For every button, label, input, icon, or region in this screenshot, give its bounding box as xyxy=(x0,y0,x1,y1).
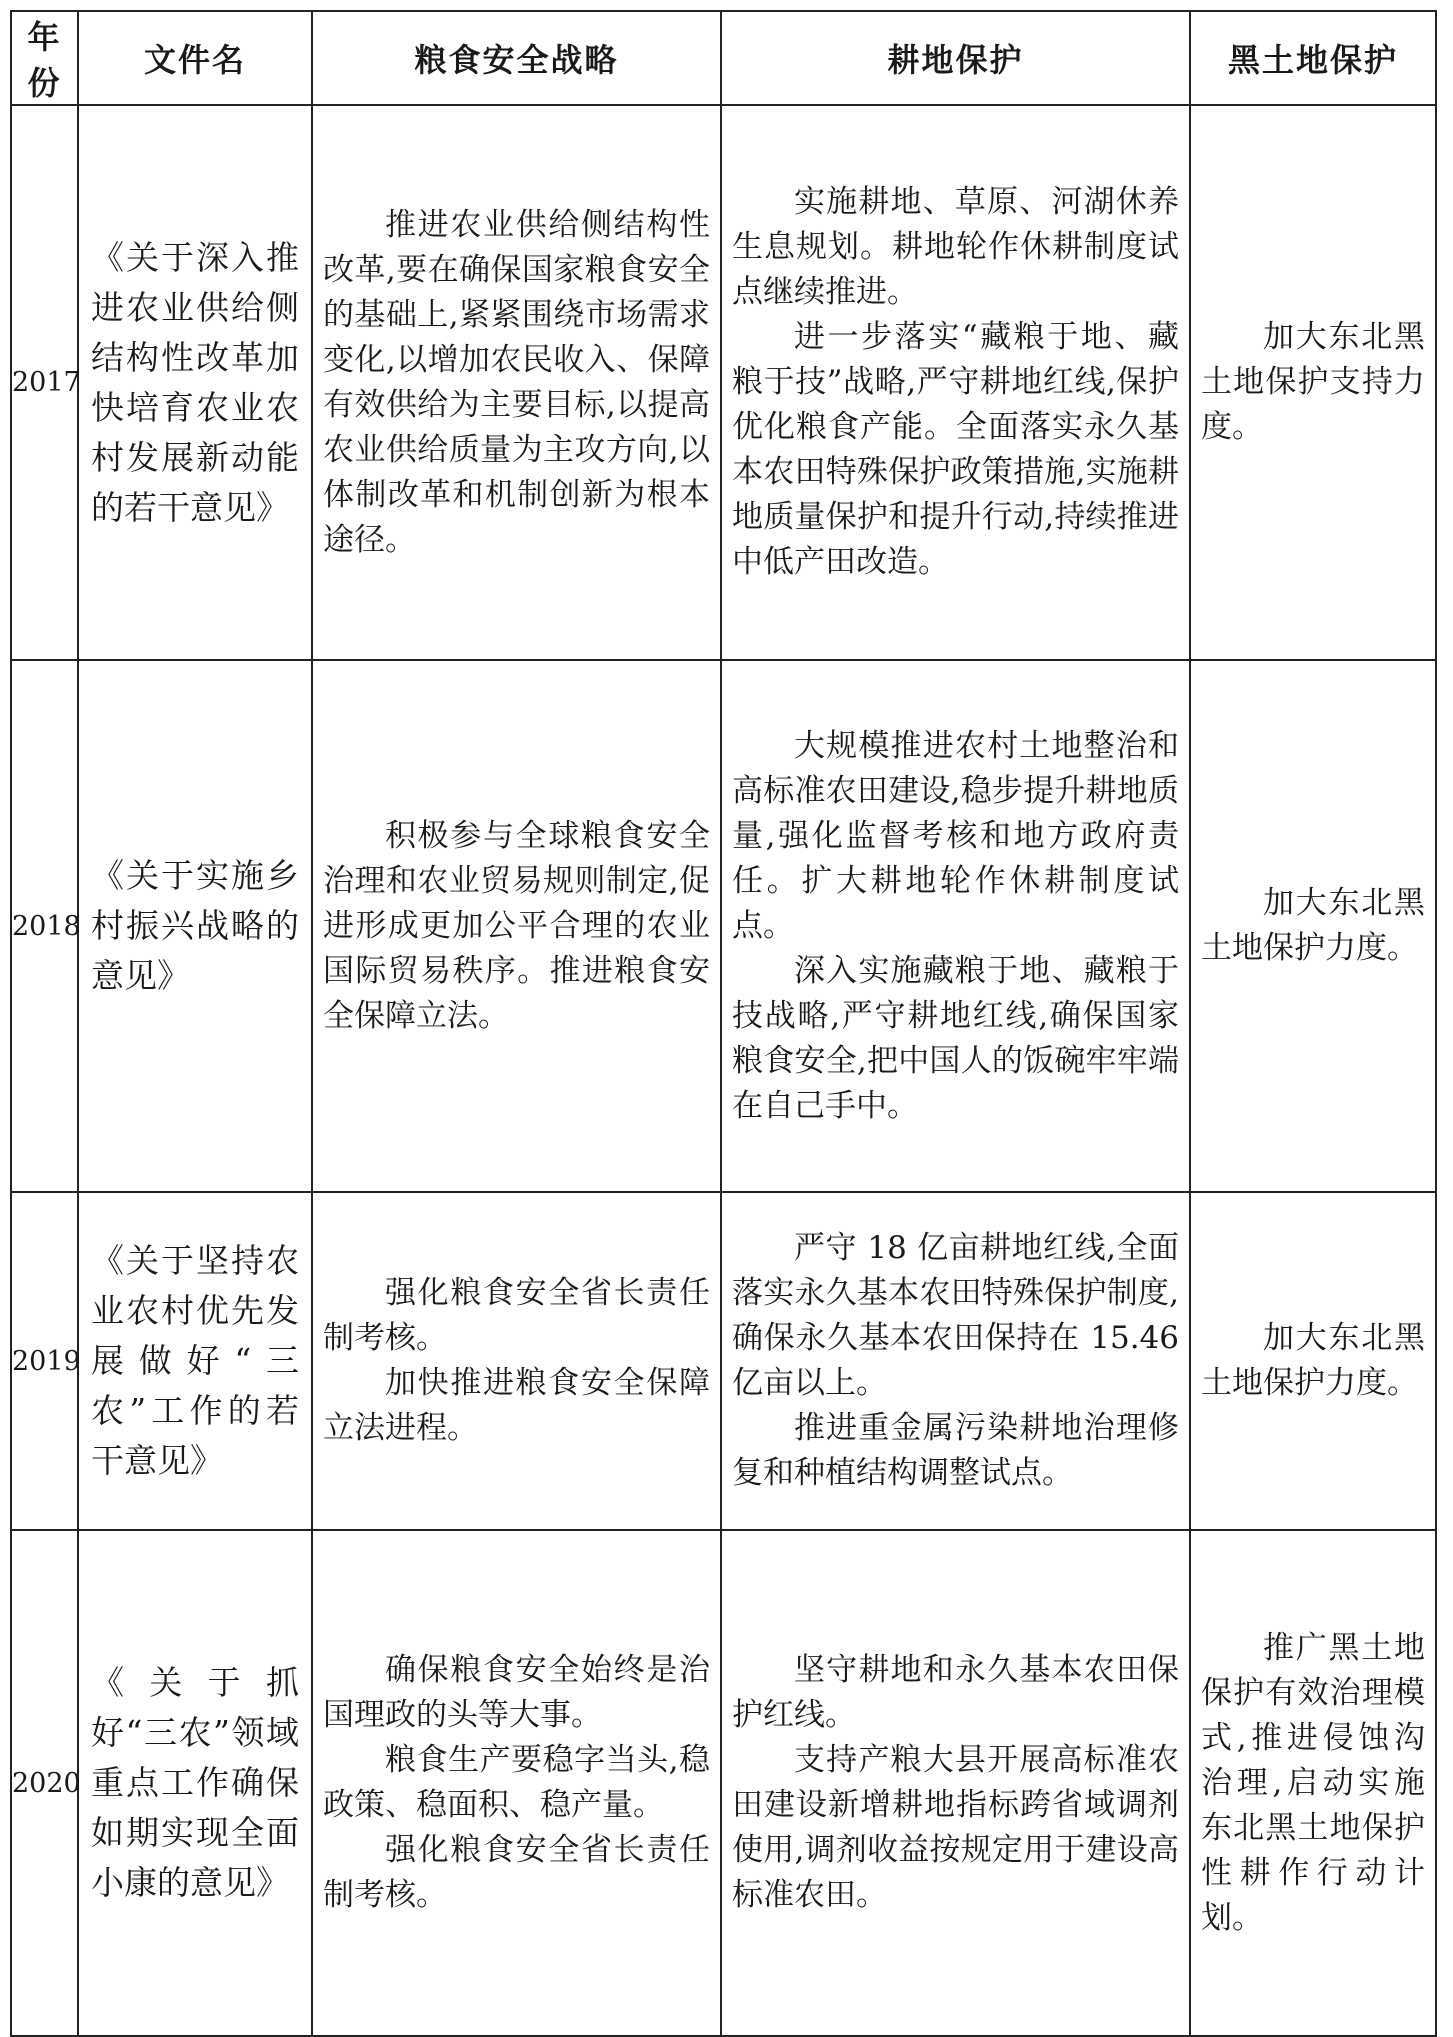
food-security-paragraph: 积极参与全球粮食安全治理和农业贸易规则制定,促进形成更加公平合理的农业国际贸易秩序。推进粮食安全保障立法。 xyxy=(323,817,710,1034)
farmland-protection-paragraph: 大规模推进农村土地整治和高标准农田建设,稳步提升耕地质量,强化监督考核和地方政府责任。扩大耕地轮作休耕制度试点。 xyxy=(732,727,1179,944)
header-black-soil-protection: 黑土地保护 xyxy=(1190,11,1436,105)
farmland-protection-paragraph: 坚守耕地和永久基本农田保护红线。 xyxy=(732,1652,1179,1733)
table-row xyxy=(11,1192,1436,1530)
farmland-protection-paragraph: 严守 18 亿亩耕地红线,全面落实永久基本农田特殊保护制度,确保永久基本农田保持在 15.46 亿亩以上。 xyxy=(732,1230,1179,1401)
header-row xyxy=(11,11,1436,105)
year-cell: 2020 xyxy=(11,1530,78,2036)
policy-table xyxy=(10,10,1437,2037)
black-soil-protection-cell xyxy=(1190,660,1436,1192)
farmland-protection-paragraph: 深入实施藏粮于地、藏粮于技战略,严守耕地红线,确保国家粮食安全,把中国人的饭碗牢牢端在自己手中。 xyxy=(732,952,1179,1124)
black-soil-protection-paragraph: 加大东北黑土地保护力度。 xyxy=(1201,1320,1425,1401)
farmland-protection-paragraph: 进一步落实“藏粮于地、藏粮于技”战略,严守耕地红线,保护优化粮食产能。全面落实永久基本农田特殊保护政策措施,实施耕地质量保护和提升行动,持续推进中低产田改造。 xyxy=(732,319,1179,580)
food-security-paragraph: 确保粮食安全始终是治国理政的头等大事。 xyxy=(323,1652,710,1733)
food-security-cell xyxy=(312,1530,721,2036)
food-security-paragraph: 加快推进粮食安全保障立法进程。 xyxy=(323,1365,710,1446)
food-security-cell xyxy=(312,1192,721,1530)
food-security-paragraph: 强化粮食安全省长责任制考核。 xyxy=(323,1275,710,1356)
farmland-protection-paragraph: 支持产粮大县开展高标准农田建设新增耕地指标跨省域调剂使用,调剂收益按规定用于建设高标准农田。 xyxy=(732,1742,1179,1913)
table-row xyxy=(11,1530,1436,2036)
farmland-protection-paragraph: 推进重金属污染耕地治理修复和种植结构调整试点。 xyxy=(732,1410,1179,1491)
header-year: 年份 xyxy=(11,11,78,105)
black-soil-protection-paragraph: 加大东北黑土地保护力度。 xyxy=(1201,885,1425,966)
document-title-cell: 《关于坚持农业农村优先发展做好“三农”工作的若干意见》 xyxy=(78,1192,312,1530)
farmland-protection-paragraph: 实施耕地、草原、河湖休养生息规划。耕地轮作休耕制度试点继续推进。 xyxy=(732,184,1179,310)
document-title-cell: 《关于实施乡村振兴战略的意见》 xyxy=(78,660,312,1192)
header-title: 文件名 xyxy=(78,11,312,105)
food-security-cell xyxy=(312,105,721,660)
black-soil-protection-cell xyxy=(1190,1192,1436,1530)
table-row xyxy=(11,660,1436,1192)
black-soil-protection-paragraph: 推广黑土地保护有效治理模式,推进侵蚀沟治理,启动实施东北黑土地保护性耕作行动计划。 xyxy=(1201,1629,1425,1936)
year-cell: 2018 xyxy=(11,660,78,1192)
farmland-protection-cell xyxy=(721,1530,1190,2036)
table-row xyxy=(11,105,1436,660)
document-title-cell: 《关于抓好“三农”领域重点工作确保如期实现全面小康的意见》 xyxy=(78,1530,312,2036)
food-security-paragraph: 强化粮食安全省长责任制考核。 xyxy=(323,1832,710,1913)
food-security-cell xyxy=(312,660,721,1192)
document-title-cell: 《关于深入推进农业供给侧结构性改革加快培育农业农村发展新动能的若干意见》 xyxy=(78,105,312,660)
black-soil-protection-cell xyxy=(1190,1530,1436,2036)
food-security-paragraph: 粮食生产要稳字当头,稳政策、稳面积、稳产量。 xyxy=(323,1742,710,1823)
year-cell: 2019 xyxy=(11,1192,78,1530)
farmland-protection-cell xyxy=(721,1192,1190,1530)
black-soil-protection-paragraph: 加大东北黑土地保护支持力度。 xyxy=(1201,319,1425,445)
food-security-paragraph: 推进农业供给侧结构性改革,要在确保国家粮食安全的基础上,紧紧围绕市场需求变化,以增加农民收入、保障有效供给为主要目标,以提高农业供给质量为主攻方向,以体制改革和机制创新为根本途径。 xyxy=(323,206,710,558)
farmland-protection-cell xyxy=(721,660,1190,1192)
header-food-security: 粮食安全战略 xyxy=(312,11,721,105)
farmland-protection-cell xyxy=(721,105,1190,660)
year-cell: 2017 xyxy=(11,105,78,660)
black-soil-protection-cell xyxy=(1190,105,1436,660)
header-farmland-protection: 耕地保护 xyxy=(721,11,1190,105)
